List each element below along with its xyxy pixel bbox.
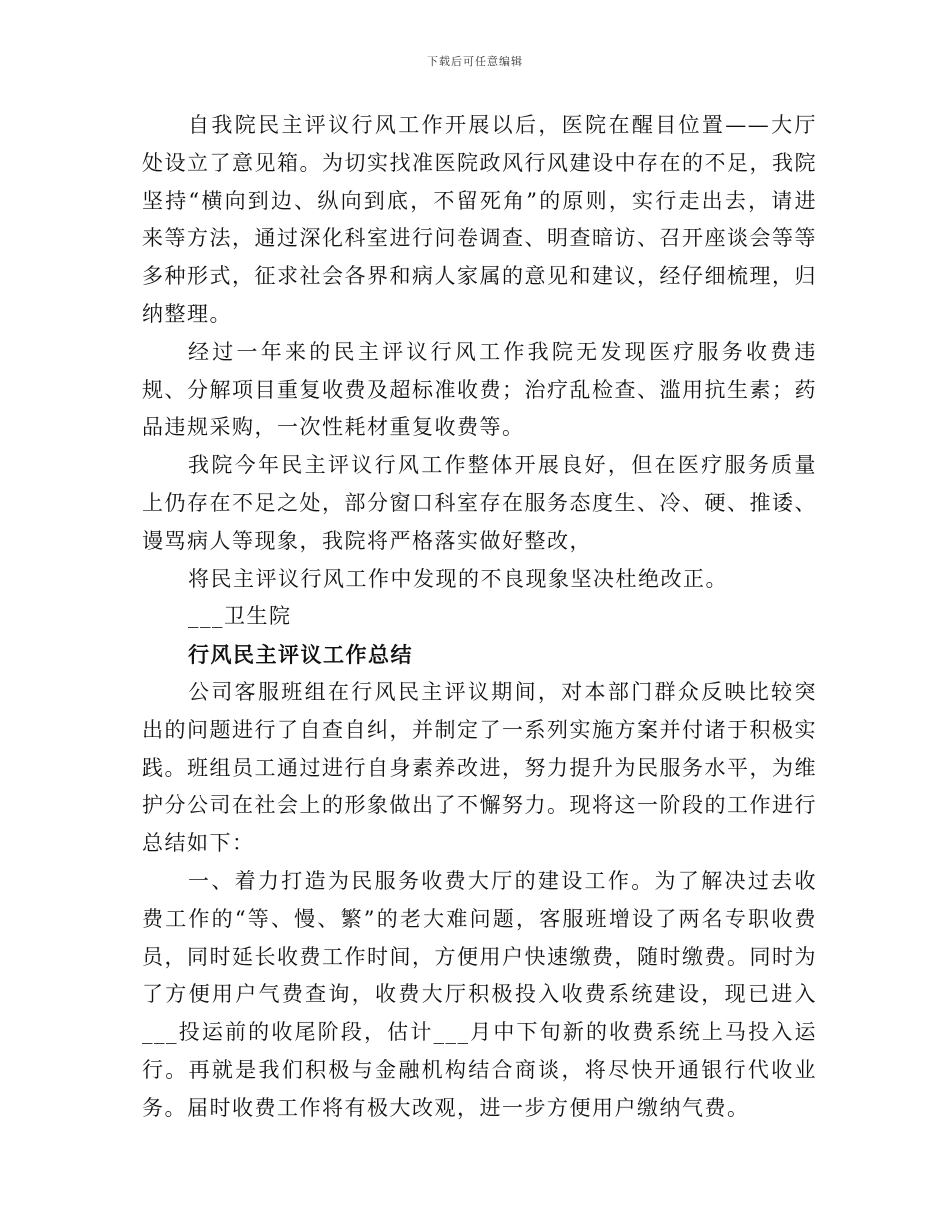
paragraph-review-results: 经过一年来的民主评议行风工作我院无发现医疗服务收费违规、分解项目重复收费及超标准收费；治疗乱检查、滥用抗生素；药品违规采购，一次性耗材重复收费等。 — [142, 339, 817, 440]
paragraph-shortcomings: 我院今年民主评议行风工作整体开展良好，但在医疗服务质量上仍存在不足之处，部分窗口科室存在服务态度生、冷、硬、推诿、谩骂病人等现象，我院将严格落实做好整改， — [142, 453, 817, 553]
document-body — [142, 107, 817, 1128]
paragraph-intro: 公司客服班组在行风民主评议期间，对本部门群众反映比较突出的问题进行了自查自纠，并制定了一系列实施方案并付诸于积极实践。班组员工通过进行自身素养改进，努力提升为民服务水平，为维护分公司在社会上的形象做出了不懈努力。现将这一阶段的工作进行总结如下： — [142, 679, 817, 856]
page-header: 下载后可任意编辑 — [427, 55, 523, 68]
signature-hospital: ___卫生院 — [188, 604, 292, 629]
section-title: 行风民主评议工作总结 — [188, 642, 413, 668]
paragraph-rectification: 将民主评议行风工作中发现的不良现象坚决杜绝改正。 — [188, 566, 728, 591]
paragraph-item-one: 一、着力打造为民服务收费大厅的建设工作。为了解决过去收费工作的“等、慢、繁”的老大难问题，客服班增设了两名专职收费员，同时延长收费工作时间，方便用户快速缴费，随时缴费。同时为了方便用户气费查询，收费大厅积极投入收费系统建设，现已进入___投运前的收尾阶段，估计___月中下旬新的收费系统上马投入运行。再就是我们积极与金融机构结合商谈，将尽快开通银行代收业务。届时收费工作将有极大改观，进一步方便用户缴纳气费。 — [142, 868, 817, 1120]
paragraph-suggestion-box: 自我院民主评议行风工作开展以后，医院在醒目位置——大厅处设立了意见箱。为切实找准医院政风行风建设中存在的不足，我院坚持“横向到边、纵向到底，不留死角”的原则，实行走出去，请进来等方法，通过深化科室进行问卷调查、明查暗访、召开座谈会等等多种形式，征求社会各界和病人家属的意见和建议，经仔细梳理，归纳整理。 — [142, 113, 817, 326]
